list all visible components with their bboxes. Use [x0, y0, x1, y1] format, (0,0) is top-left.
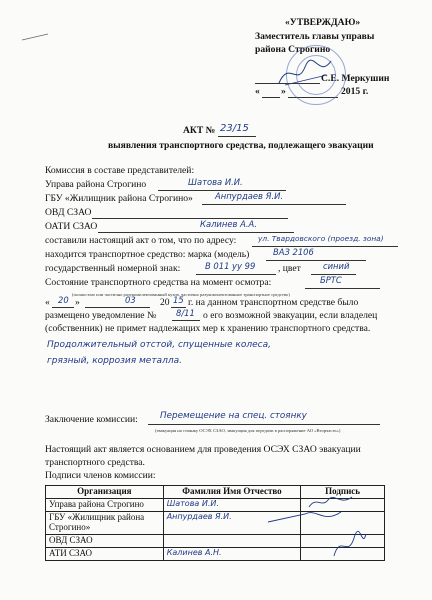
header-organization: Организация [46, 486, 164, 499]
commission-line-4 [98, 232, 294, 233]
basis-line-2: транспортного средства. [45, 457, 145, 468]
date-day: 20 [58, 295, 69, 305]
plate-line [196, 274, 276, 275]
row-org: ОВД СЗАО [46, 535, 164, 548]
commission-name-1: Шатова И.И. [188, 177, 243, 187]
approval-date-close: » [281, 86, 286, 97]
row-name: Шатова И.И. [163, 499, 301, 512]
act-number-line [218, 136, 256, 137]
address-label: составили настоящий акт о том, что по адресу: [45, 235, 237, 246]
date-month: 03 [125, 295, 136, 305]
approval-year: 2015 г. [341, 86, 369, 97]
approval-signature [275, 55, 335, 90]
approval-date-open: « [255, 86, 260, 97]
handwritten-note-2: грязный, коррозия металла. [47, 356, 182, 366]
vehicle-label: находится транспортное средство: марка (модель) [45, 249, 250, 260]
conclusion-note: (эвакуация на стоянку ОСЭХ СЗАО, эвакуация для передачи в распоряжение АО «Вторчасть») [155, 428, 341, 433]
conclusion-label: Заключение комиссии: [45, 414, 138, 425]
address-value: ул. Твардовского (проезд. зона) [258, 234, 384, 243]
basis-line-1: Настоящий акт является основанием для проведения ОСЭХ СЗАО эвакуации [45, 444, 361, 455]
pen-mark [20, 30, 50, 44]
commission-line-2 [202, 204, 346, 205]
notice-line [172, 320, 200, 321]
approval-position: Заместитель главы управы [255, 31, 375, 42]
state-line [305, 288, 380, 289]
state-value: БРТС [320, 275, 342, 285]
approval-title: «УТВЕРЖДАЮ» [285, 17, 361, 28]
header-signature: Подпись [301, 486, 385, 499]
member-signature-3 [330, 530, 370, 560]
approval-day-line [262, 97, 280, 98]
row-org: ГБУ «Жилищник района Строгино» [46, 512, 164, 535]
date-quote-open: « [45, 297, 50, 308]
date-tail: г. на данном транспортном средстве было [188, 297, 359, 308]
commission-org-2: ГБУ «Жилищник района Строгино» [45, 193, 193, 204]
state-note: (полностью или частично разукомплектованный кузов, частично разукомплектованное транспортное средство) [72, 292, 290, 297]
state-label: Состояние транспортного средства на момент осмотра: [45, 277, 272, 288]
member-signature-2 [265, 506, 345, 528]
conclusion-value: Перемещение на спец. стоянку [160, 411, 307, 421]
date-year-prefix: 20 [160, 297, 170, 308]
notice-pre: размещено уведомление № [45, 310, 157, 321]
header-full-name: Фамилия Имя Отчество [163, 486, 301, 499]
handwritten-note-1: Продолжительный отстой, спущенные колеса, [47, 340, 271, 350]
row-org: Управа района Строгино [46, 499, 164, 512]
plate-label: государственный номерной знак: [45, 263, 181, 274]
commission-org-4: ОАТИ СЗАО [45, 221, 98, 232]
vehicle-line [266, 260, 366, 261]
commission-name-4: Калинев А.А. [200, 219, 257, 229]
date-day-line [52, 307, 74, 308]
vehicle-value: ВАЗ 2106 [273, 247, 314, 257]
act-number: 23/15 [220, 123, 249, 134]
act-number-label: АКТ № [183, 125, 216, 136]
color-label: , цвет [278, 263, 301, 274]
commission-org-1: Управа района Строгино [45, 179, 147, 190]
color-value: синий [323, 261, 350, 271]
date-quote-close: » [75, 297, 80, 308]
row-org: АТИ СЗАО [46, 548, 164, 561]
row-name: Калинев А.Н. [163, 548, 301, 561]
approval-signer: С.Е. Меркушин [321, 73, 390, 84]
date-year: 15 [173, 295, 184, 305]
row-name [163, 535, 301, 548]
notice-post: о его возможной эвакуации, если владелец [203, 310, 378, 321]
owner-line: (собственник) не примет надлежащих мер к хранению транспортного средства. [45, 323, 371, 334]
approval-district: района Строгино [255, 44, 331, 55]
commission-name-2: Анпурдаев Я.И. [215, 191, 284, 201]
notice-number: 8/11 [176, 308, 195, 318]
commission-line-3 [92, 218, 288, 219]
date-month-line [85, 307, 150, 308]
conclusion-line [148, 424, 380, 425]
signatures-label: Подписи членов комиссии: [45, 470, 156, 481]
plate-value: В 011 уу 99 [205, 261, 256, 271]
commission-intro: Комиссия в составе представителей: [45, 165, 195, 176]
row-name: Анпурдаев Я.И. [163, 512, 301, 535]
commission-org-3: ОВД СЗАО [45, 207, 92, 218]
act-subtitle: выявления транспортного средства, подлежащего эвакуации [108, 140, 374, 151]
